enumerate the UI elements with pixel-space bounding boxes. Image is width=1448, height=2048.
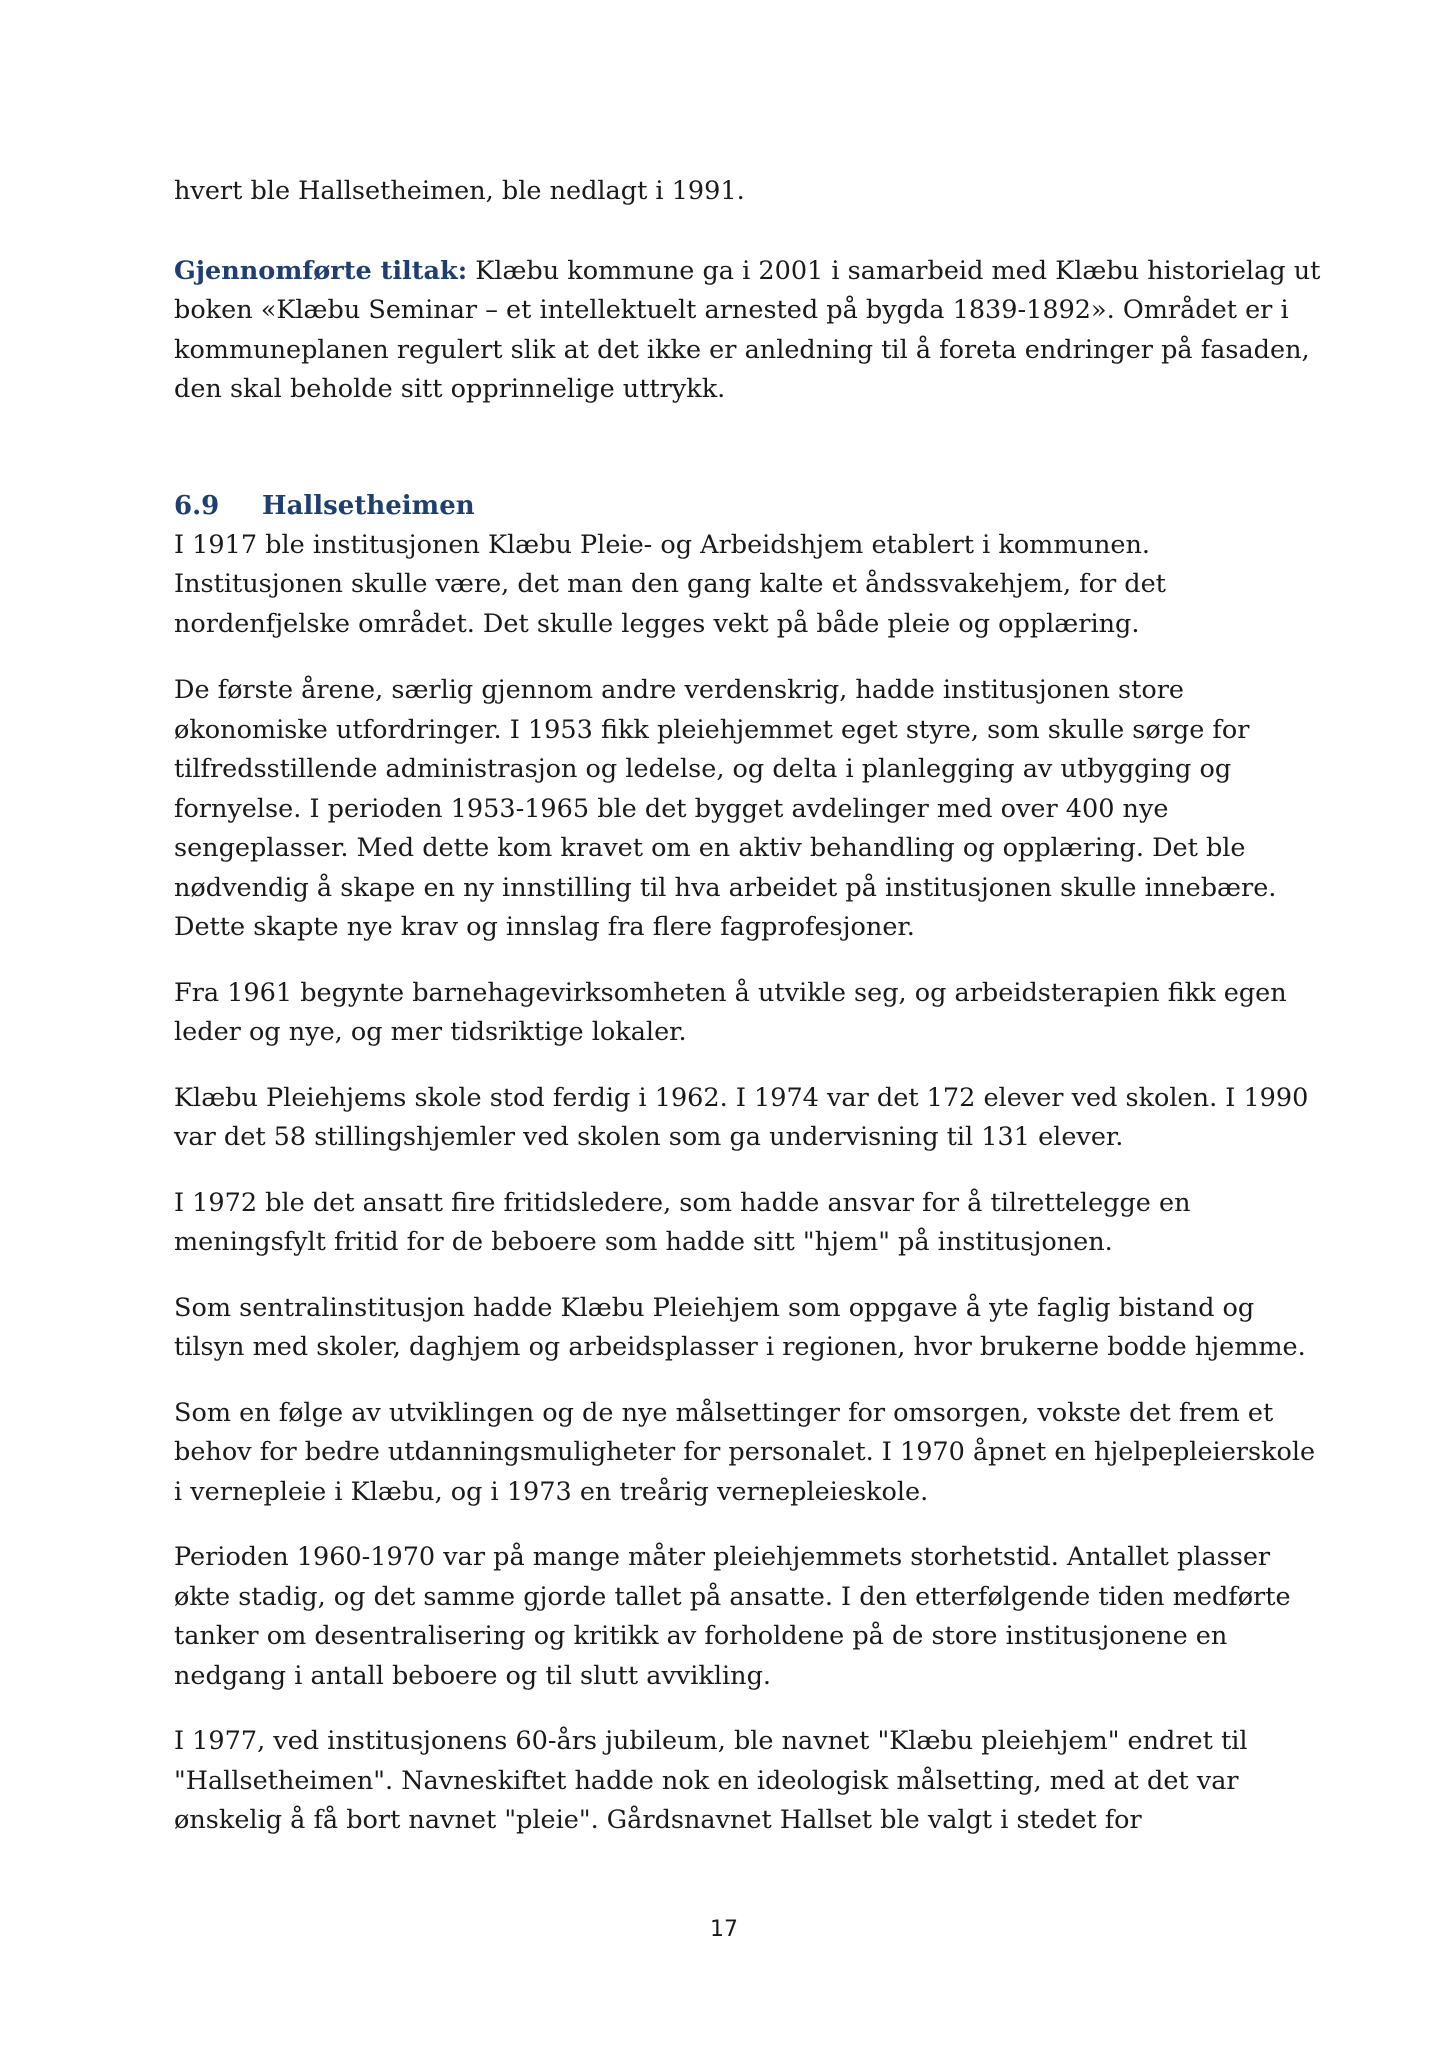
text-line: den skal beholde sitt opprinnelige uttrykk. — [174, 374, 726, 404]
text-line: De første årene, særlig gjennom andre verdenskrig, hadde institusjonen store — [174, 675, 1184, 705]
section-heading — [174, 486, 1294, 526]
text-line: hvert ble Hallsetheimen, ble nedlagt i 1991. — [174, 176, 745, 206]
body-paragraph — [174, 1184, 1294, 1263]
text-line: Institusjonen skulle være, det man den gang kalte et åndssvakehjem, for det — [174, 569, 1166, 599]
text-line: leder og nye, og mer tidsriktige lokaler. — [174, 1017, 687, 1047]
body-paragraph — [174, 1289, 1306, 1368]
text-line — [174, 252, 1321, 292]
text-line: nedgang i antall beboere og til slutt avvikling. — [174, 1660, 772, 1691]
body-paragraph — [174, 1394, 1316, 1513]
body-paragraph — [174, 974, 1294, 1053]
text-line: kommuneplanen regulert slik at det ikke er anledning til å foreta endringer på fasaden, — [174, 334, 1310, 365]
text-line: Som sentralinstitusjon hadde Klæbu Pleiehjem som oppgave å yte faglig bistand og — [174, 1292, 1255, 1323]
text-line: nordenfjelske området. Det skulle legges vekt på både pleie og opplæring. — [174, 608, 1140, 639]
text-line: Fra 1961 begynte barnehagevirksomheten å utvikle seg, og arbeidsterapien fikk egen — [174, 977, 1287, 1008]
text-line: var det 58 stillingshjemler ved skolen som ga undervisning til 131 elever. — [174, 1122, 1124, 1152]
text-line: tanker om desentralisering og kritikk av forholdene på de store institusjonene en — [174, 1621, 1228, 1651]
text-line: tilsyn med skoler, daghjem og arbeidsplasser i regionen, hvor brukerne bodde hjemme. — [174, 1332, 1306, 1362]
text-line: økonomiske utfordringer. I 1953 fikk pleiehjemmet eget styre, som skulle sørge for — [174, 714, 1250, 745]
body-paragraph — [174, 671, 1294, 948]
body-paragraph — [174, 526, 1294, 645]
text-line: i vernepleie i Klæbu, og i 1973 en treårig vernepleieskole. — [174, 1476, 929, 1507]
text-line: I 1977, ved institusjonens 60-års jubileum, ble navnet "Klæbu pleiehjem" endret til — [174, 1726, 1248, 1756]
section-title: Hallsetheimen — [262, 490, 475, 521]
intro-line — [174, 172, 1294, 212]
text-line: ønskelig å få bort navnet "pleie". Gårdsnavnet Hallset ble valgt i stedet for — [174, 1805, 1142, 1835]
body-paragraph — [174, 1538, 1294, 1696]
text-line: I 1972 ble det ansatt fire fritidsledere, som hadde ansvar for å tilrettelegge en — [174, 1187, 1191, 1218]
page-content — [174, 172, 1321, 1841]
page-number: 17 — [710, 1917, 738, 1942]
text-line: økte stadig, og det samme gjorde tallet på ansatte. I den etterfølgende tiden medførte — [174, 1581, 1291, 1612]
text-line: boken «Klæbu Seminar – et intellektuelt arnested på bygda 1839-1892». Området er i — [174, 295, 1289, 325]
body-paragraphs — [174, 526, 1316, 1841]
text-line: behov for bedre utdanningsmuligheter for personalet. I 1970 åpnet en hjelpepleierskole — [174, 1437, 1316, 1467]
text-line: fornyelse. I perioden 1953-1965 ble det bygget avdelinger med over 400 nye — [174, 793, 1169, 824]
body-paragraph — [174, 1079, 1309, 1158]
text-line: Klæbu Pleiehjems skole stod ferdig i 1962. I 1974 var det 172 elever ved skolen. I 1990 — [174, 1082, 1309, 1113]
text-line: "Hallsetheimen". Navneskiftet hadde nok en ideologisk målsetting, med at det var — [174, 1765, 1239, 1796]
measures-text: Klæbu kommune ga i 2001 i samarbeid med Klæbu historielag ut — [467, 255, 1321, 286]
body-paragraph — [174, 1722, 1294, 1841]
text-line: Perioden 1960-1970 var på mange måter pleiehjemmets storhetstid. Antallet plasser — [174, 1542, 1271, 1572]
text-line: sengeplasser. Med dette kom kravet om en aktiv behandling og opplæring. Det ble — [174, 833, 1246, 863]
section-number: 6.9 — [174, 490, 220, 521]
text-line: tilfredsstillende administrasjon og ledelse, og delta i planlegging av utbygging og — [174, 754, 1232, 784]
text-line: meningsfylt fritid for de beboere som hadde sitt "hjem" på institusjonen. — [174, 1227, 1113, 1257]
text-line: nødvendig å skape en ny innstilling til hva arbeidet på institusjonen skulle innebære. — [174, 872, 1277, 903]
text-line: Som en følge av utviklingen og de nye målsettinger for omsorgen, vokste det frem et — [174, 1397, 1274, 1428]
text-line: Dette skapte nye krav og innslag fra flere fagprofesjoner. — [174, 912, 915, 942]
text-line: I 1917 ble institusjonen Klæbu Pleie- og Arbeidshjem etablert i kommunen. — [174, 529, 1150, 560]
measures-label: Gjennomførte tiltak: — [174, 255, 468, 286]
measures-paragraph — [174, 252, 1321, 410]
